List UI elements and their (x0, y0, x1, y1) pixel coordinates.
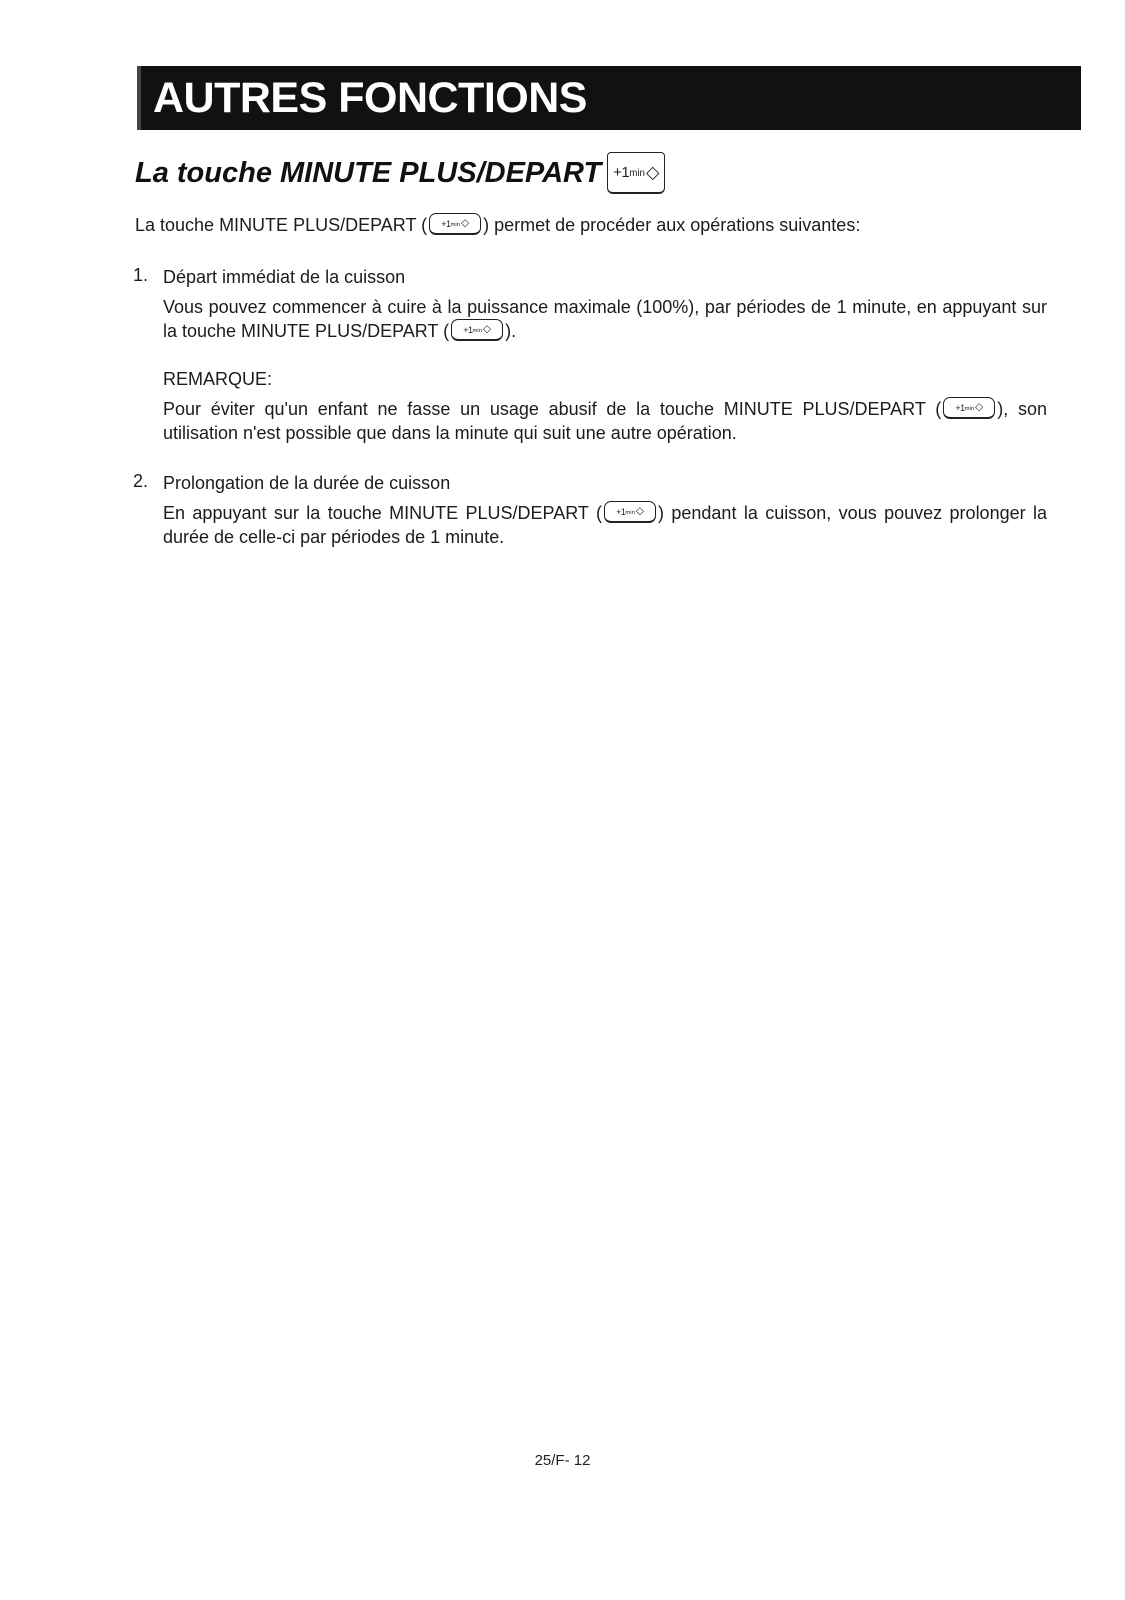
minute-plus-start-key-icon: +1 min ◇ (943, 397, 995, 419)
intro-paragraph: La touche MINUTE PLUS/DEPART ( +1 min ◇ ) permet de procéder aux opérations suivantes: (135, 215, 861, 235)
remarque-body: Pour éviter qu'un enfant ne fasse un usage abusif de la touche MINUTE PLUS/DEPART ( +1 min ◇ ), son utilisation n'est possible que dans la minute qui suit une autre opération. (163, 399, 1047, 444)
remarque-label: REMARQUE: (163, 369, 273, 389)
minute-plus-start-key-icon: +1 min ◇ (451, 319, 503, 341)
section-heading-text: La touche MINUTE PLUS/DEPART (135, 156, 602, 189)
list-item-number: 1. (133, 265, 149, 285)
minute-plus-start-key-icon: +1 min ◇ (429, 213, 481, 235)
minute-plus-start-key-icon: +1 min ◇ (607, 152, 665, 194)
section-banner (137, 66, 1081, 130)
list-item-body: En appuyant sur la touche MINUTE PLUS/DEPART ( +1 min ◇ ) pendant la cuisson, vous pouvez prolonger la durée de celle-ci par périodes de 1 minute. (163, 503, 1048, 548)
list-item-number: 2. (133, 471, 149, 491)
section-heading (135, 150, 665, 196)
page-number: 25/F- 12 (534, 1452, 591, 1469)
start-diamond-icon: ◇ (645, 161, 660, 182)
list-item-title: Prolongation de la durée de cuisson (163, 473, 451, 493)
list-item-title: Départ immédiat de la cuisson (163, 267, 406, 287)
list-item-body: Vous pouvez commencer à cuire à la puissance maximale (100%), par périodes de 1 minute, en appuyant sur la touche MINUTE PLUS/DEPART ( +1 min ◇ ). (163, 297, 1047, 341)
minute-plus-start-key-icon: +1 min ◇ (604, 501, 656, 523)
banner-title: AUTRES FONCTIONS (153, 74, 587, 122)
